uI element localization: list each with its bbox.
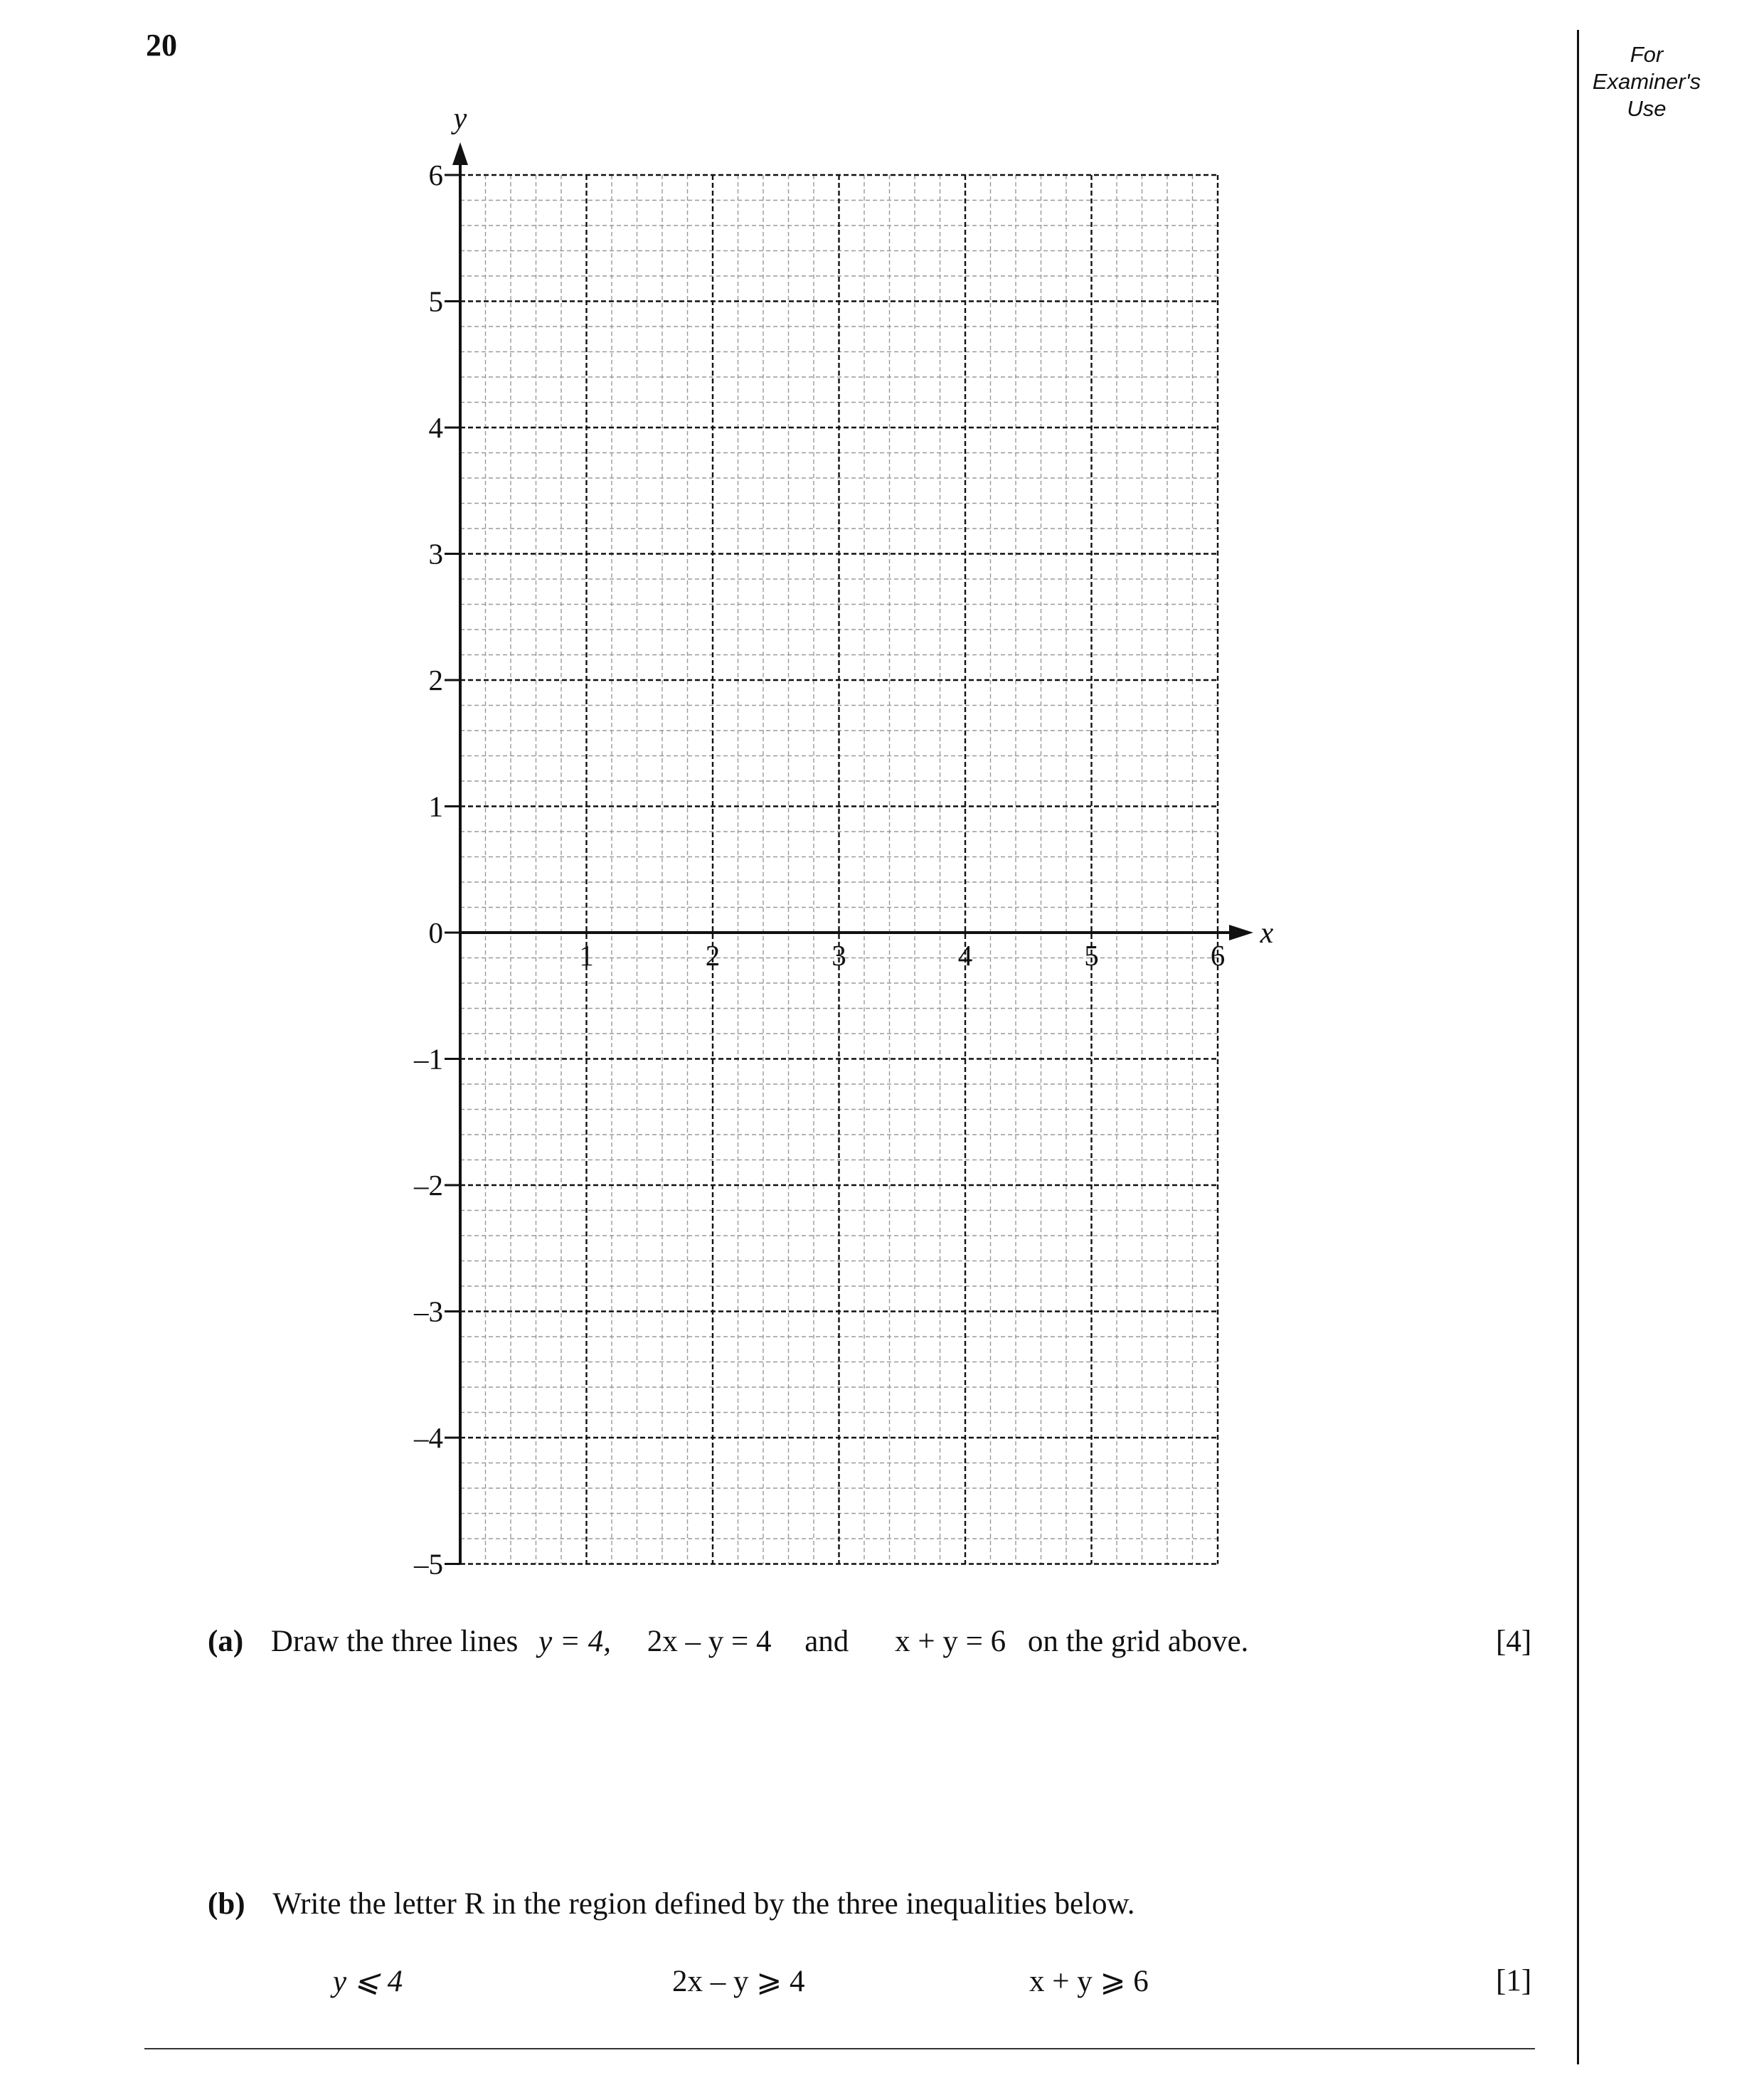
- bottom-rule: [144, 2048, 1535, 2049]
- part-a-text-end: on the grid above.: [1027, 1625, 1249, 1658]
- inequality-2: 2x – y ⩾ 4: [672, 1965, 805, 1998]
- y-axis-arrowhead: [452, 142, 468, 165]
- y-tick-label: 4: [428, 411, 443, 444]
- part-a-and: and: [804, 1625, 849, 1658]
- part-a-text-start: Draw the three lines: [270, 1625, 519, 1658]
- y-tick-label: –1: [414, 1042, 443, 1076]
- part-a-eq2: 2x – y = 4: [647, 1625, 772, 1658]
- inequality-3: x + y ⩾ 6: [1029, 1965, 1149, 1998]
- y-tick-label: 3: [428, 537, 443, 571]
- y-tick-label: 2: [428, 664, 443, 696]
- part-a-eq3: x + y = 6: [895, 1625, 1006, 1658]
- y-axis-label: y: [453, 102, 467, 135]
- inequality-1: y ⩽ 4: [333, 1965, 403, 1998]
- y-tick-label: –5: [414, 1547, 443, 1581]
- part-b-text: Write the letter R in the region defined by the three inequalities below.: [272, 1887, 1135, 1921]
- page-number: 20: [146, 28, 177, 63]
- y-tick-label: 6: [428, 159, 443, 191]
- part-b-marks: [1]: [1496, 1964, 1532, 1998]
- x-tick-label: 6: [1210, 939, 1226, 972]
- part-b-label: (b): [208, 1887, 245, 1921]
- y-tick-label: 1: [428, 790, 443, 823]
- examiner-line-2: Examiner's: [1592, 69, 1701, 94]
- part-a-eq1: y = 4,: [538, 1625, 611, 1658]
- x-tick-label: 1: [579, 939, 594, 972]
- part-a-marks: [4]: [1496, 1625, 1532, 1658]
- y-tick-label: –3: [414, 1295, 443, 1328]
- part-a-label: (a): [208, 1625, 244, 1658]
- x-tick-label: 3: [831, 939, 846, 972]
- y-tick-label: –4: [414, 1421, 443, 1454]
- y-tick-label: –2: [414, 1169, 443, 1201]
- question-b: [208, 1887, 1135, 1921]
- x-tick-label: 5: [1084, 939, 1099, 972]
- x-tick-label: 2: [705, 939, 721, 972]
- examiner-line-1: For: [1630, 42, 1664, 67]
- x-tick-label: 4: [957, 939, 973, 972]
- examiner-line-3: Use: [1627, 96, 1667, 121]
- y-tick-label: 5: [428, 285, 443, 318]
- question-a: [208, 1624, 1248, 1659]
- x-axis-label: x: [1260, 917, 1274, 950]
- y-tick-label: 0: [428, 916, 443, 949]
- x-axis-arrowhead: [1229, 925, 1253, 940]
